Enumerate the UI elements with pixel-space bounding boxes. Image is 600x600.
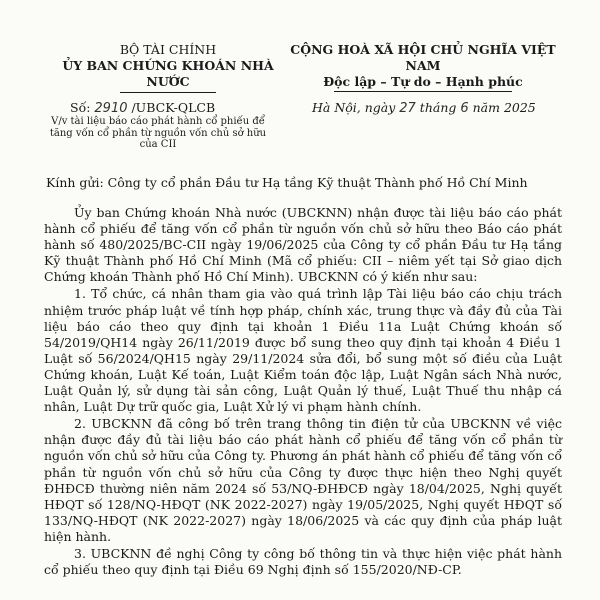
date-prefix: Hà Nội, ngày: [312, 100, 400, 115]
recipient-line: Kính gửi: Công ty cổ phần Đầu tư Hạ tầng Kỹ thuật Thành phố Hồ Chí Minh: [46, 175, 528, 190]
document-number-handwritten: 2910: [94, 101, 128, 116]
motto-underline: [334, 91, 512, 92]
date-day: 27: [399, 101, 416, 116]
date-year: năm 2025: [468, 100, 536, 115]
commission-name: ỦY BAN CHỨNG KHOÁN NHÀ NƯỚC: [62, 58, 274, 89]
date-month: 6: [460, 101, 469, 116]
paragraph-3: 3. UBCKNN đề nghị Công ty công bố thông tin và thực hiện việc phát hành cổ phiếu theo quy định tại Điều 69 Nghị định số 155/2020/NĐ-CP.: [44, 545, 562, 578]
agency-underline: [120, 92, 216, 93]
issuing-agency-block: [56, 42, 280, 93]
issue-date: [312, 100, 536, 116]
national-motto-block: [282, 42, 564, 92]
document-subject: V/v tài liệu báo cáo phát hành cổ phiếu để tăng vốn cổ phần từ nguồn vốn chủ sở hữu của CII: [49, 116, 267, 151]
country-name: CỘNG HOÀ XÃ HỘI CHỦ NGHĨA VIỆT NAM: [290, 42, 556, 73]
document-number: [70, 100, 215, 116]
paragraph-intro: Ủy ban Chứng khoán Nhà nước (UBCKNN) nhận được tài liệu báo cáo phát hành cổ phiếu để tăng vốn cổ phần từ nguồn vốn chủ sở hữu theo Báo cáo phát hành số 480/2025/BC-CII ngày 19/06/2025 của Công ty cổ phần Đầu tư Hạ tầng Kỹ thuật Thành phố Hồ Chí Minh (Mã cổ phiếu: CII – niêm yết tại Sở giao dịch Chứng khoán Thành phố Hồ Chí Minh). UBCKNN có ý kiến như sau:: [44, 205, 562, 285]
document-number-suffix: /UBCK-QLCB: [127, 100, 216, 115]
motto: Độc lập – Tự do – Hạnh phúc: [323, 74, 523, 89]
paragraph-2: 2. UBCKNN đã công bố trên trang thông tin điện tử của UBCKNN về việc nhận được đầy đủ tài liệu báo cáo phát hành cổ phiếu để tăng vốn cổ phần từ nguồn vốn chủ sở hữu của Công ty. Phương án phát hành cổ phiếu để tăng vốn cổ phần từ nguồn vốn chủ sở hữu của Công ty được thực hiện theo Nghị quyết ĐHĐCĐ thường niên năm 2024 số 53/NQ-ĐHĐCĐ ngày 18/04/2025, Nghị quyết HĐQT số 128/NQ-HĐQT (NK 2022-2027) ngày 19/05/2025, Nghị quyết HĐQT số 133/NQ-HĐQT (NK 2022-2027) ngày 18/06/2025 và các quy định của pháp luật hiện hành.: [44, 416, 562, 544]
paragraph-1: 1. Tổ chức, cá nhân tham gia vào quá trình lập Tài liệu báo cáo chịu trách nhiệm trước pháp luật về tính hợp pháp, chính xác, trung thực và đầy đủ của Tài liệu báo cáo theo quy định tại khoản 1 Điều 11a Luật Chứng khoán số 54/2019/QH14 ngày 26/11/2019 được bổ sung theo quy định tại khoản 4 Điều 1 Luật số 56/2024/QH15 ngày 29/11/2024 sửa đổi, bổ sung một số điều của Luật Chứng khoán, Luật Kế toán, Luật Kiểm toán độc lập, Luật Ngân sách Nhà nước, Luật Quản lý, sử dụng tài sản công, Luật Quản lý thuế, Luật Thuế thu nhập cá nhân, Luật Dự trữ quốc gia, Luật Xử lý vi phạm hành chính.: [44, 286, 562, 415]
date-month-label: tháng: [415, 100, 461, 115]
ministry-name: BỘ TÀI CHÍNH: [119, 42, 217, 57]
letter-body: [44, 205, 562, 579]
document-number-prefix: Số:: [70, 100, 95, 115]
